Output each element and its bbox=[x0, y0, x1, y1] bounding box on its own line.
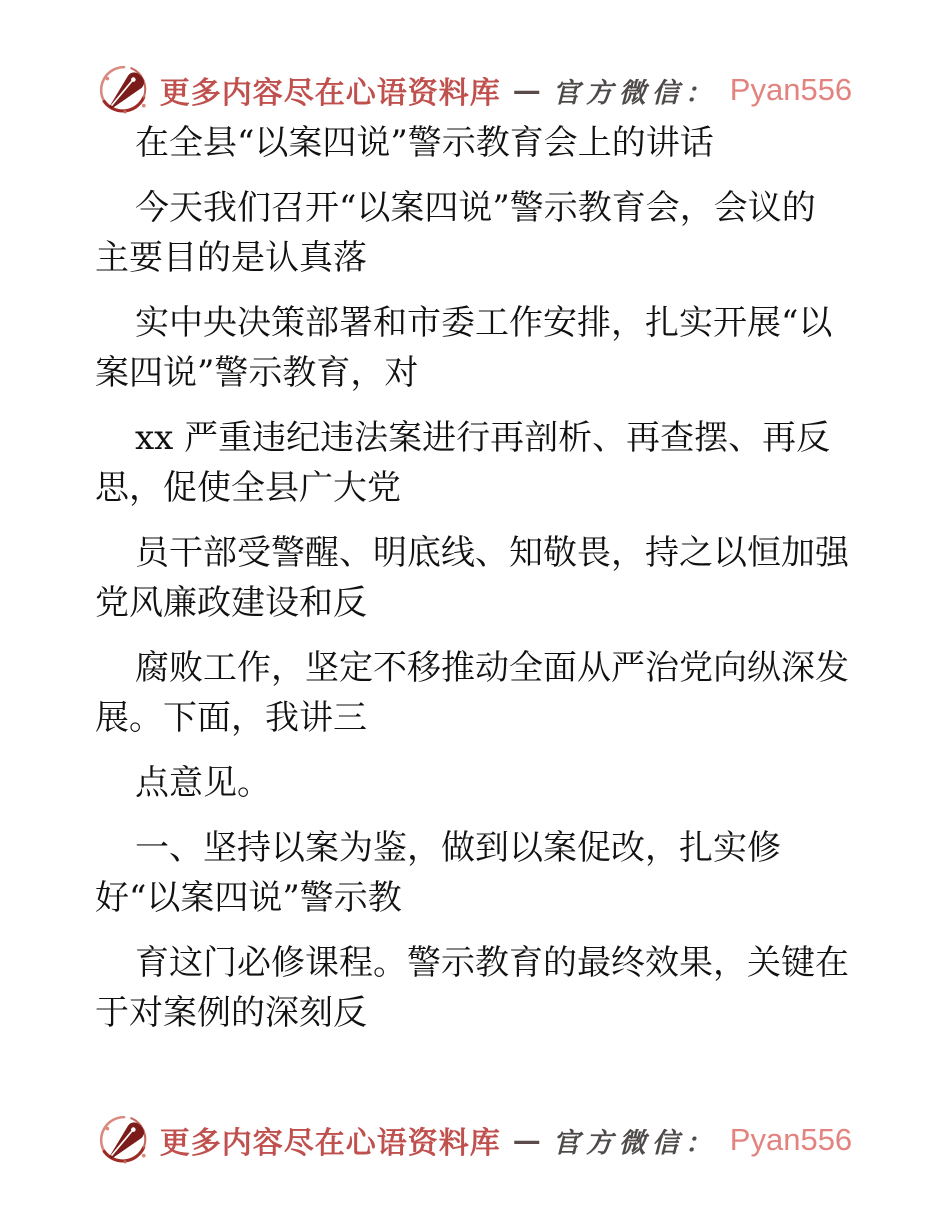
text-line: 主要目的是认真落 bbox=[95, 238, 367, 278]
paragraph bbox=[95, 823, 855, 923]
watermark-wechat-id: Pyan556 bbox=[729, 1122, 853, 1157]
text-line: 展。下面，我讲三 bbox=[95, 698, 367, 738]
text-line: 今天我们召开“以案四说”警示教育会，会议的 bbox=[135, 188, 816, 228]
text-line: 点意见。 bbox=[135, 763, 271, 803]
footer-watermark bbox=[0, 1114, 950, 1166]
text-line: 腐败工作，坚定不移推动全面从严治党向纵深发 bbox=[135, 648, 849, 688]
watermark-wechat-label: 官方微信： bbox=[552, 1127, 718, 1159]
paragraph bbox=[95, 643, 855, 743]
watermark-brand-text: 更多内容尽在心语资料库 bbox=[159, 1126, 501, 1161]
text-line: 实中央决策部署和市委工作安排，扎实开展“以 bbox=[135, 303, 833, 343]
text-line: 党风廉政建设和反 bbox=[95, 583, 367, 623]
text-line: 一、坚持以案为鉴，做到以案促改，扎实修 bbox=[135, 828, 781, 868]
paragraphs bbox=[95, 183, 855, 1038]
paragraph bbox=[95, 413, 855, 513]
paragraph bbox=[95, 938, 855, 1038]
text-line: xx 严重违纪违法案进行再剖析、再查摆、再反 bbox=[135, 418, 831, 458]
pen-nib-swirl-icon bbox=[98, 64, 150, 116]
header-watermark bbox=[0, 64, 950, 116]
text-line: 育这门必修课程。警示教育的最终效果，关键在 bbox=[135, 943, 849, 983]
paragraph bbox=[95, 298, 855, 398]
text-line: 好“以案四说”警示教 bbox=[95, 878, 402, 918]
document-body bbox=[95, 118, 855, 1038]
pen-nib-swirl-icon bbox=[98, 1114, 150, 1166]
watermark-wechat-id: Pyan556 bbox=[729, 72, 853, 107]
text-line: 于对案例的深刻反 bbox=[95, 993, 367, 1033]
paragraph bbox=[95, 528, 855, 628]
watermark-brand-text: 更多内容尽在心语资料库 bbox=[159, 76, 501, 111]
text-line: 思，促使全县广大党 bbox=[95, 468, 401, 508]
paragraph bbox=[95, 183, 855, 283]
document-title: 在全县“以案四说”警示教育会上的讲话 bbox=[135, 123, 714, 163]
watermark-dash: — bbox=[512, 73, 541, 107]
text-line: 案四说”警示教育，对 bbox=[95, 353, 419, 393]
paragraph bbox=[95, 758, 855, 808]
watermark-dash: — bbox=[512, 1123, 541, 1157]
text-line: 员干部受警醒、明底线、知敬畏，持之以恒加强 bbox=[135, 533, 849, 573]
watermark-wechat-label: 官方微信： bbox=[552, 77, 718, 109]
